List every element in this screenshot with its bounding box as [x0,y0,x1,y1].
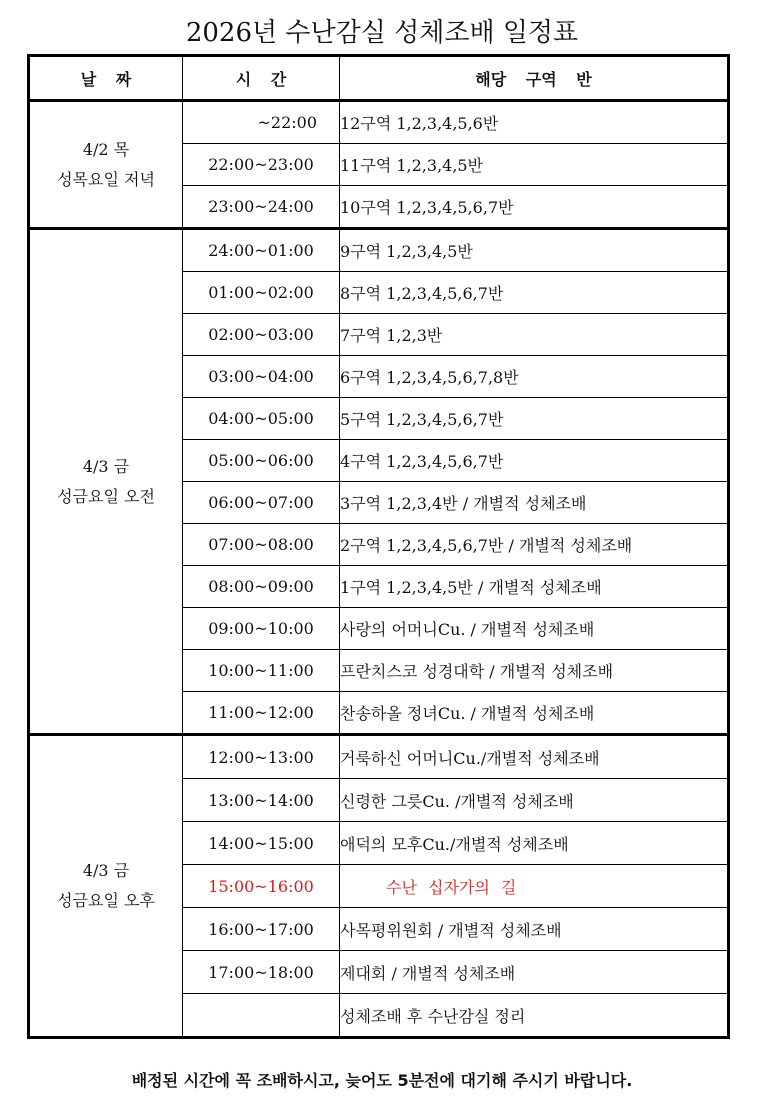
header-row [29,56,729,101]
group-cell: 5구역 1,2,3,4,5,6,7반 [340,398,729,440]
time-cell: ~22:00 [183,101,340,144]
header-group: 해당 구역 반 [340,56,729,101]
time-cell: 16:00~17:00 [183,908,340,951]
page-title: 2026년 수난감실 성체조배 일정표 [185,18,579,48]
date-cell [29,229,183,735]
group-cell-highlight: 수난 십자가의 길 [340,865,729,908]
group-cell: 애덕의 모후Cu./개별적 성체조배 [340,822,729,865]
table-row [29,735,729,779]
group-cell: 10구역 1,2,3,4,5,6,7반 [340,186,729,229]
date-label: 4/3 금 [82,456,130,476]
group-cell: 1구역 1,2,3,4,5반 / 개별적 성체조배 [340,566,729,608]
time-cell: 14:00~15:00 [183,822,340,865]
group-cell: 7구역 1,2,3반 [340,314,729,356]
group-cell: 9구역 1,2,3,4,5반 [340,229,729,272]
group-cell: 제대회 / 개별적 성체조배 [340,951,729,994]
date-cell [29,735,183,1038]
group-cell: 거룩하신 어머니Cu./개별적 성체조배 [340,735,729,779]
group-cell: 프란치스코 성경대학 / 개별적 성체조배 [340,650,729,692]
table-row [29,101,729,144]
time-cell: 11:00~12:00 [183,692,340,735]
time-cell: 10:00~11:00 [183,650,340,692]
group-cell: 신령한 그릇Cu. /개별적 성체조배 [340,779,729,822]
time-cell: 05:00~06:00 [183,440,340,482]
time-cell: 22:00~23:00 [183,144,340,186]
group-cell: 사랑의 어머니Cu. / 개별적 성체조배 [340,608,729,650]
group-cell: 2구역 1,2,3,4,5,6,7반 / 개별적 성체조배 [340,524,729,566]
schedule-table [27,54,730,1039]
table-row [29,229,729,272]
time-cell: 04:00~05:00 [183,398,340,440]
time-cell [183,994,340,1038]
time-cell: 07:00~08:00 [183,524,340,566]
time-cell: 09:00~10:00 [183,608,340,650]
time-cell: 06:00~07:00 [183,482,340,524]
group-cell: 11구역 1,2,3,4,5반 [340,144,729,186]
group-cell: 찬송하올 정녀Cu. / 개별적 성체조배 [340,692,729,735]
time-cell: 08:00~09:00 [183,566,340,608]
header-date: 날 짜 [29,56,183,101]
header-time: 시 간 [183,56,340,101]
date-cell [29,101,183,229]
date-sublabel: 성금요일 오후 [57,891,155,910]
date-label: 4/2 목 [82,139,130,159]
group-cell: 12구역 1,2,3,4,5,6반 [340,101,729,144]
group-cell: 3구역 1,2,3,4반 / 개별적 성체조배 [340,482,729,524]
date-sublabel: 성목요일 저녁 [57,169,155,189]
time-cell: 01:00~02:00 [183,272,340,314]
group-cell: 4구역 1,2,3,4,5,6,7반 [340,440,729,482]
time-cell: 12:00~13:00 [183,735,340,779]
time-cell: 02:00~03:00 [183,314,340,356]
time-cell: 24:00~01:00 [183,229,340,272]
date-label: 4/3 금 [82,861,130,880]
time-cell: 23:00~24:00 [183,186,340,229]
time-cell: 13:00~14:00 [183,779,340,822]
time-cell: 03:00~04:00 [183,356,340,398]
group-cell: 8구역 1,2,3,4,5,6,7반 [340,272,729,314]
date-sublabel: 성금요일 오전 [57,486,155,506]
group-cell: 6구역 1,2,3,4,5,6,7,8반 [340,356,729,398]
footer-notice: 배정된 시간에 꼭 조배하시고, 늦어도 5분전에 대기해 주시기 바랍니다. [131,1071,633,1090]
group-cell: 사목평위원회 / 개별적 성체조배 [340,908,729,951]
time-cell-highlight: 15:00~16:00 [183,865,340,908]
group-cell: 성체조배 후 수난감실 정리 [340,994,729,1038]
time-cell: 17:00~18:00 [183,951,340,994]
